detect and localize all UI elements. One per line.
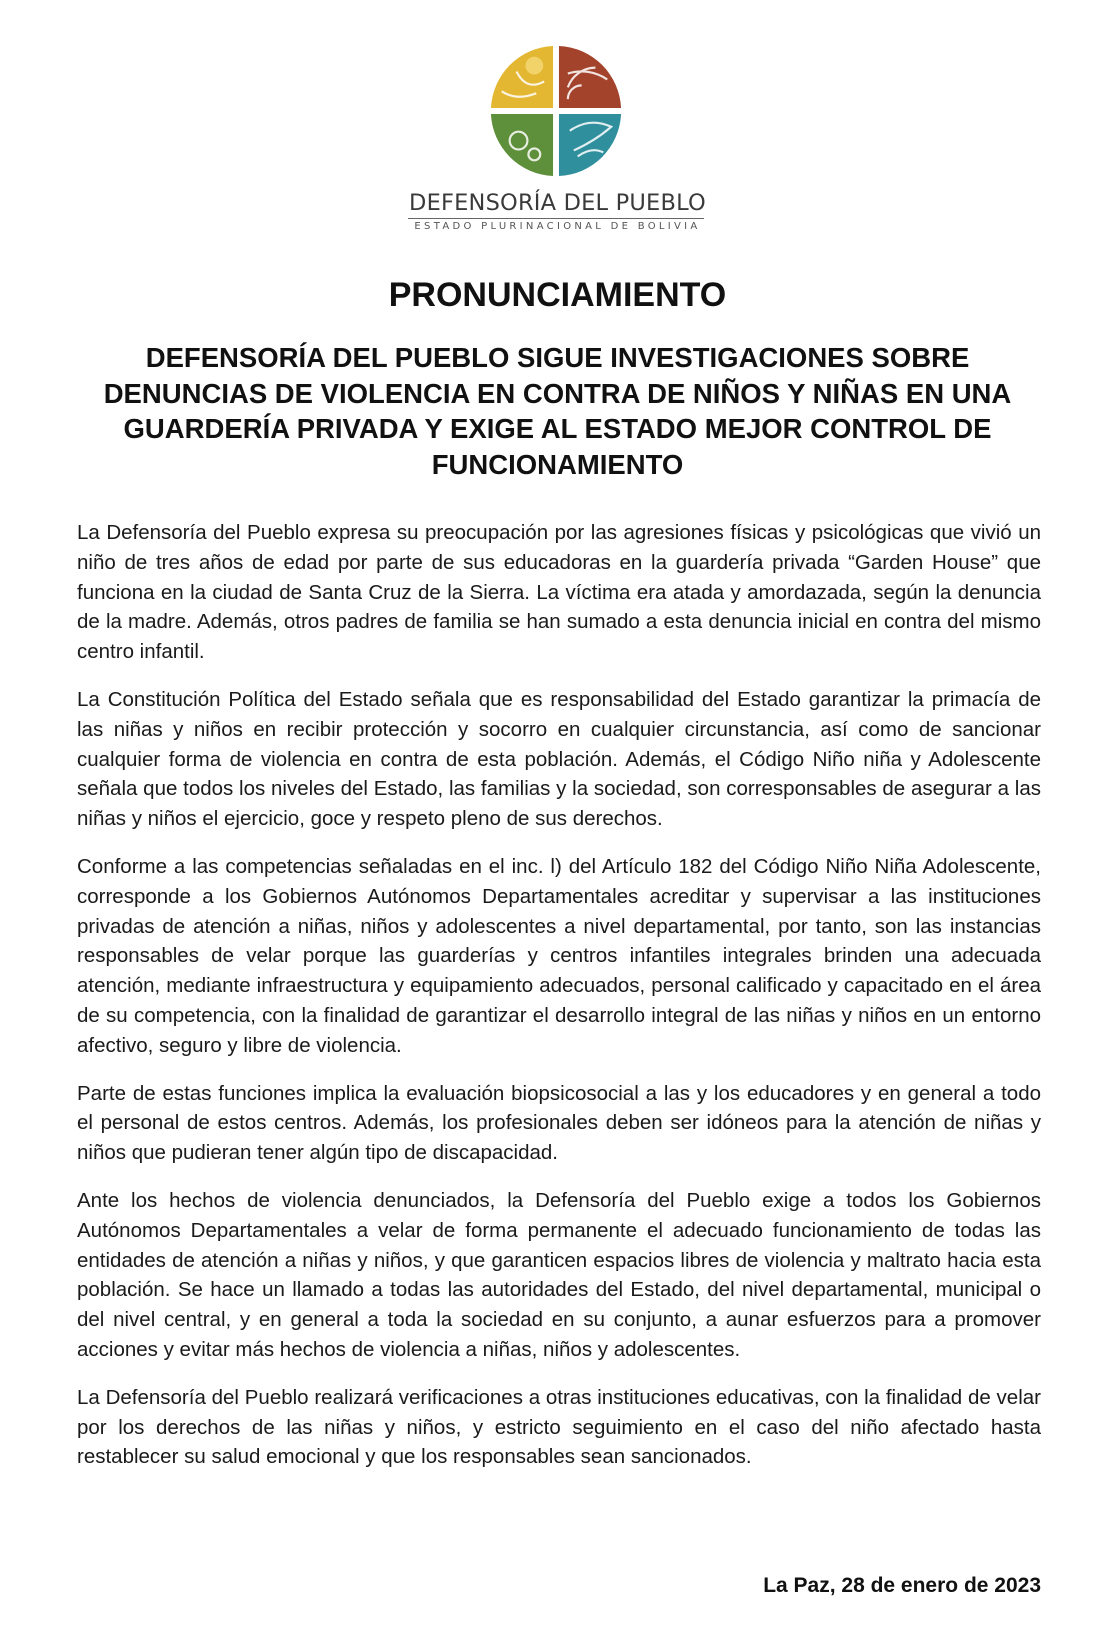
paragraph-6: La Defensoría del Pueblo realizará verificaciones a otras instituciones educativas, con la finalidad de velar por los derechos de las niñas y niños, y estricto seguimiento en el caso del niño afectado hasta restablecer su salud emocional y que los responsables sean sancionados. — [77, 1385, 1041, 1469]
logo-subtitle: ESTADO PLURINACIONAL DE BOLIVIA — [414, 221, 701, 232]
institution-logo — [400, 42, 715, 242]
logo-divider — [408, 218, 704, 219]
paragraph-3: Conforme a las competencias señaladas en el inc. l) del Artículo 182 del Código Niño Niña Adolescente, corresponde a los Gobiernos Autónomos Departamentales acreditar y supervisar a las instituciones privadas de atención a niñas, niños y adolescentes a nivel departamental, por tanto, son las instancias responsables de velar porque las guarderías y centros infantiles integrales brinden una adecuada atención, mediante infraestructura y equipamiento adecuados, personal calificado y capacitado en el área de su competencia, con la finalidad de garantizar el desarrollo integral de las niñas y niños en un entorno afectivo, seguro y libre de violencia. — [77, 854, 1041, 1057]
document-title: PRONUNCIAMIENTO — [388, 276, 727, 314]
emblem-icon — [480, 42, 632, 180]
paragraph-1: La Defensoría del Pueblo expresa su preocupación por las agresiones físicas y psicológicas que vivió un niño de tres años de edad por parte de sus educadoras en la guardería privada “Garden House” que funciona en la ciudad de Santa Cruz de la Sierra. La víctima era atada y amordazada, según la denuncia de la madre. Además, otros padres de familia se han sumado a esta denuncia inicial en contra del mismo centro infantil. — [77, 521, 1041, 664]
paragraph-5: Ante los hechos de violencia denunciados, la Defensoría del Pueblo exige a todos los Gobiernos Autónomos Departamentales a velar de forma permanente el adecuado funcionamiento de todas las entidades de atención a niñas y niños, y que garanticen espacios libres de violencia y maltrato hacia esta población. Se hace un llamado a todas las autoridades del Estado, del nivel departamental, municipal o del nivel central, y en general a toda la sociedad en su conjunto, a aunar esfuerzos para a promover acciones y evitar más hechos de violencia a niñas, niños y adolescentes. — [77, 1188, 1041, 1361]
paragraph-2: La Constitución Política del Estado señala que es responsabilidad del Estado garantizar la primacía de las niñas y niños en recibir protección y socorro en cualquier circunstancia, así como de sancionar cualquier forma de violencia en contra de esta población. Además, el Código Niño niña y Adolescente señala que todos los niveles del Estado, las familias y la sociedad, son corresponsables de asegurar a las niñas y niños el ejercicio, goce y respeto pleno de sus derechos. — [77, 687, 1041, 831]
logo-name: DEFENSORÍA DEL PUEBLO — [409, 190, 706, 216]
document-body — [77, 518, 1041, 1490]
paragraph-4: Parte de estas funciones implica la evaluación biopsicosocial a las y los educadores y en general a todo el personal de estos centros. Además, los profesionales deben ser idóneos para la atención de niñas y niños que pudieran tener algún tipo de discapacidad. — [77, 1081, 1041, 1165]
place-date-signature: La Paz, 28 de enero de 2023 — [763, 1574, 1041, 1597]
document-headline: DEFENSORÍA DEL PUEBLO SIGUE INVESTIGACIONES SOBRE DENUNCIAS DE VIOLENCIA EN CONTRA DE NIÑOS Y NIÑAS EN UNA GUARDERÍA PRIVADA Y EXIGE AL ESTADO MEJOR CONTROL DE FUNCIONAMIENTO — [103, 342, 1012, 480]
